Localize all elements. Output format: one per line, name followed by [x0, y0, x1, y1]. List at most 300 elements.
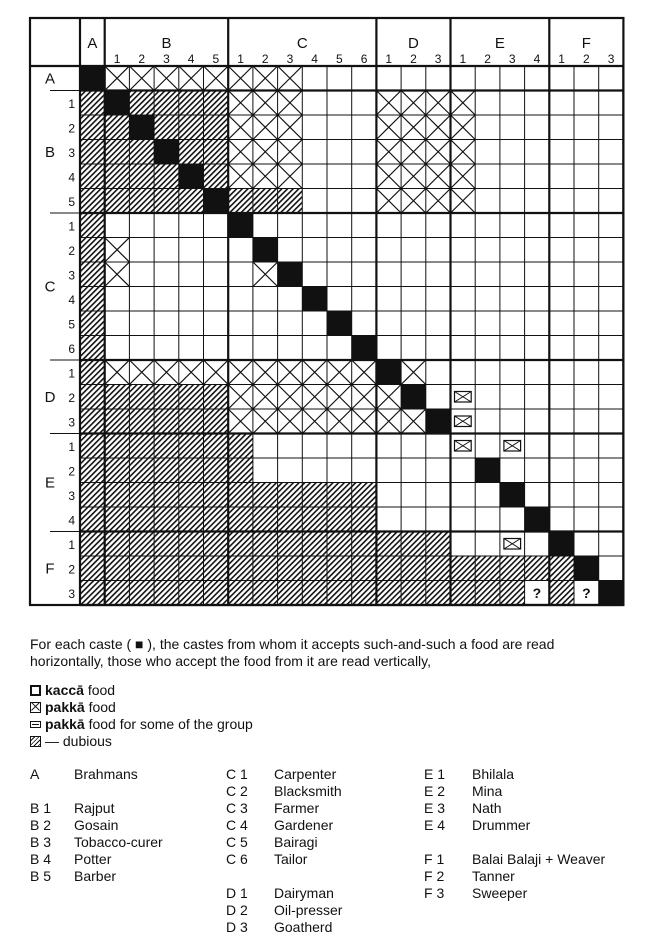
- caste-self-cell: [154, 140, 179, 165]
- pakka-cross-cell: [278, 164, 303, 189]
- caste-code: C 2: [226, 783, 248, 799]
- hatched-cell: [278, 556, 303, 581]
- hatched-cell: [179, 434, 204, 459]
- pakka-cross-cell: [228, 140, 253, 165]
- key-item: [226, 800, 342, 817]
- pakka-cross-cell: [129, 66, 154, 91]
- legend: [30, 682, 253, 750]
- caste-name: Blacksmith: [274, 783, 342, 799]
- caste-name: Bairagi: [274, 834, 318, 850]
- row-member-label: 4: [68, 513, 75, 528]
- caste-self-cell: [278, 262, 303, 287]
- hatched-cell: [352, 532, 377, 557]
- caste-self-cell: [179, 164, 204, 189]
- pakka-cross-cell: [253, 140, 278, 165]
- caste-name: Tailor: [274, 851, 308, 867]
- hatched-cell: [105, 385, 130, 410]
- pakka-cross-cell: [451, 164, 476, 189]
- pakka-cross-cell: [253, 262, 278, 287]
- pakka-cross-cell: [228, 164, 253, 189]
- hatched-cell: [154, 434, 179, 459]
- pakka-cross-cell: [352, 409, 377, 434]
- row-group-label: D: [44, 388, 56, 406]
- hatched-cell: [204, 483, 229, 508]
- hatched-cell: [80, 336, 105, 361]
- row-member-label: 3: [68, 145, 75, 160]
- small-crossed-box-icon: [30, 721, 41, 728]
- hatched-cell: [80, 115, 105, 140]
- hatched-cell: [129, 507, 154, 532]
- caste-code: D 2: [226, 902, 248, 918]
- pakka-cross-cell: [105, 360, 130, 385]
- pakka-cross-cell: [278, 91, 303, 116]
- caste-code: E 1: [424, 766, 446, 782]
- caste-code: E 4: [424, 817, 446, 833]
- caste-name: Carpenter: [274, 766, 337, 782]
- row-member-label: 1: [68, 219, 75, 234]
- hatched-cell: [253, 556, 278, 581]
- hatched-cell: [401, 532, 426, 557]
- key-item: [226, 851, 342, 868]
- hatched-cell: [278, 189, 303, 214]
- pakka-cross-cell: [278, 66, 303, 91]
- hatched-cell: [179, 189, 204, 214]
- pakka-cross-cell: [278, 409, 303, 434]
- caste-code: B 3: [30, 834, 52, 850]
- row-group-label: C: [44, 278, 56, 296]
- row-member-label: 2: [68, 562, 75, 577]
- hatched-cell: [228, 189, 253, 214]
- hatched-cell: [179, 385, 204, 410]
- caste-code: B 5: [30, 868, 52, 884]
- dubious-mark: ?: [582, 584, 591, 601]
- hatched-cell: [204, 581, 229, 606]
- caste-self-cell: [129, 115, 154, 140]
- key-item: [30, 834, 163, 851]
- caste-key-column-1: [30, 766, 163, 885]
- hatched-cell: [179, 581, 204, 606]
- hatched-cell: [302, 556, 327, 581]
- caste-self-cell: [500, 483, 525, 508]
- pakka-some-cell: [455, 416, 472, 427]
- caste-name: Farmer: [274, 800, 320, 816]
- hatched-cell: [129, 91, 154, 116]
- pakka-cross-cell: [204, 360, 229, 385]
- hatched-cell: [278, 532, 303, 557]
- caste-self-cell: [352, 336, 377, 361]
- row-member-label: 5: [68, 317, 75, 332]
- caste-code: E 3: [424, 800, 446, 816]
- key-item: [30, 817, 163, 834]
- pakka-cross-cell: [278, 385, 303, 410]
- caste-self-cell: [376, 360, 401, 385]
- caste-name: Sweeper: [472, 885, 528, 901]
- caste-name: Gosain: [74, 817, 119, 833]
- caste-self-cell: [302, 287, 327, 312]
- column-member-label: 1: [385, 52, 393, 66]
- pakka-cross-cell: [179, 66, 204, 91]
- kacca-square-icon: [30, 685, 41, 696]
- crossed-square-icon: [30, 702, 41, 713]
- hatched-cell: [376, 581, 401, 606]
- hatched-cell: [80, 360, 105, 385]
- column-group-label: B: [161, 35, 172, 52]
- hatched-cell: [500, 556, 525, 581]
- hatched-cell: [80, 556, 105, 581]
- key-item: [226, 817, 342, 834]
- pakka-cross-cell: [278, 115, 303, 140]
- key-item: [424, 851, 605, 868]
- row-member-label: 1: [68, 366, 75, 381]
- hatched-cell: [204, 507, 229, 532]
- column-member-label: 1: [459, 52, 467, 66]
- row-member-label: 4: [68, 170, 75, 185]
- hatched-cell: [228, 532, 253, 557]
- hatched-cell: [204, 409, 229, 434]
- caste-name: Dairyman: [274, 885, 334, 901]
- column-member-label: 2: [138, 52, 146, 66]
- legend-text: — dubious: [45, 733, 112, 749]
- pakka-cross-cell: [253, 385, 278, 410]
- pakka-cross-cell: [376, 91, 401, 116]
- pakka-cross-cell: [451, 140, 476, 165]
- column-group-label: A: [87, 35, 98, 52]
- legend-item-pakka-some: [30, 716, 253, 733]
- hatched-cell: [352, 483, 377, 508]
- hatched-cell: [80, 262, 105, 287]
- hatched-cell: [179, 483, 204, 508]
- column-member-label: 2: [410, 52, 417, 66]
- pakka-cross-cell: [253, 66, 278, 91]
- row-member-label: 2: [68, 390, 75, 405]
- pakka-cross-cell: [376, 409, 401, 434]
- hatched-cell: [105, 115, 130, 140]
- pakka-cross-cell: [302, 409, 327, 434]
- hatched-cell: [352, 581, 377, 606]
- caste-code: F 1: [424, 851, 445, 867]
- legend-item-dubious: [30, 733, 253, 750]
- key-item: [226, 834, 342, 851]
- caste-name: Mina: [472, 783, 503, 799]
- column-group-label: D: [408, 35, 419, 52]
- row-group-label: F: [45, 560, 55, 578]
- hatched-cell: [154, 581, 179, 606]
- legend-term: kaccā: [45, 682, 84, 698]
- row-member-label: 4: [68, 292, 75, 307]
- hatched-cell: [105, 189, 130, 214]
- hatched-cell: [253, 532, 278, 557]
- caste-self-cell: [105, 91, 130, 116]
- hatched-cell: [105, 507, 130, 532]
- caste-name: Rajput: [74, 800, 115, 816]
- hatched-cell: [228, 458, 253, 483]
- caste-code: B 2: [30, 817, 52, 833]
- pakka-cross-cell: [302, 385, 327, 410]
- caption: For each caste ( ■ ), the castes from whom it accepts such-and-such a food are read horizontally, those who accept the food from it are read vertically,: [30, 636, 555, 669]
- hatched-cell: [105, 458, 130, 483]
- hatched-cell: [253, 581, 278, 606]
- pakka-cross-cell: [401, 115, 426, 140]
- hatched-cell: [376, 556, 401, 581]
- hatched-cell: [278, 581, 303, 606]
- hatched-cell: [179, 532, 204, 557]
- hatched-cell: [253, 507, 278, 532]
- caste-name: Potter: [74, 851, 112, 867]
- pakka-cross-cell: [228, 91, 253, 116]
- hatched-cell: [154, 385, 179, 410]
- hatched-cell: [179, 507, 204, 532]
- pakka-cross-cell: [204, 66, 229, 91]
- pakka-cross-cell: [401, 360, 426, 385]
- row-member-label: 3: [68, 488, 75, 503]
- pakka-cross-cell: [401, 189, 426, 214]
- hatched-cell: [80, 532, 105, 557]
- legend-text: food for some of the group: [84, 716, 253, 732]
- pakka-cross-cell: [327, 409, 352, 434]
- hatched-cell: [204, 164, 229, 189]
- hatched-cell: [228, 434, 253, 459]
- key-item: [30, 868, 163, 885]
- hatched-cell: [80, 483, 105, 508]
- hatched-cell: [228, 581, 253, 606]
- column-member-label: 2: [261, 52, 269, 66]
- hatched-cell: [204, 115, 229, 140]
- hatched-cell: [154, 164, 179, 189]
- hatched-cell: [80, 434, 105, 459]
- pakka-cross-cell: [426, 115, 451, 140]
- legend-text: food: [83, 682, 116, 698]
- hatched-cell: [376, 532, 401, 557]
- row-group-label: E: [44, 474, 56, 492]
- caste-name: Nath: [472, 800, 502, 816]
- column-member-label: 4: [311, 52, 318, 66]
- hatched-cell: [179, 140, 204, 165]
- column-member-label: 3: [163, 52, 170, 66]
- hatched-cell: [475, 556, 500, 581]
- hatched-cell: [154, 409, 179, 434]
- row-member-label: 2: [68, 121, 75, 136]
- hatched-cell: [179, 556, 204, 581]
- hatched-cell: [204, 385, 229, 410]
- row-group-label: B: [44, 143, 56, 161]
- hatched-cell: [302, 581, 327, 606]
- key-item: [424, 766, 605, 783]
- pakka-cross-cell: [376, 140, 401, 165]
- pakka-some-cell: [504, 441, 521, 452]
- key-item: [226, 766, 342, 783]
- pakka-cross-cell: [451, 189, 476, 214]
- caste-code: D 3: [226, 919, 248, 935]
- caste-code: A: [30, 766, 40, 782]
- pakka-cross-cell: [426, 91, 451, 116]
- hatched-cell: [204, 532, 229, 557]
- hatched-cell: [302, 532, 327, 557]
- hatched-cell: [179, 409, 204, 434]
- column-member-label: 1: [237, 52, 244, 66]
- pakka-cross-cell: [179, 360, 204, 385]
- hatched-cell: [129, 483, 154, 508]
- hatched-cell: [129, 140, 154, 165]
- hatched-cell: [228, 483, 253, 508]
- pakka-cross-cell: [253, 360, 278, 385]
- pakka-cross-cell: [451, 91, 476, 116]
- key-item: [424, 783, 605, 800]
- hatched-cell: [105, 140, 130, 165]
- pakka-cross-cell: [426, 140, 451, 165]
- key-item: [30, 766, 163, 783]
- hatched-cell: [302, 483, 327, 508]
- hatched-cell: [154, 483, 179, 508]
- key-item: [30, 800, 163, 817]
- hatched-cell: [525, 556, 550, 581]
- hatched-cell: [105, 581, 130, 606]
- caste-self-cell: [327, 311, 352, 336]
- hatched-cell: [500, 581, 525, 606]
- caste-self-cell: [204, 189, 229, 214]
- hatched-cell: [228, 556, 253, 581]
- column-member-label: 2: [583, 52, 590, 66]
- hatched-cell: [327, 581, 352, 606]
- hatched-cell: [327, 556, 352, 581]
- key-item: [226, 902, 342, 919]
- pakka-cross-cell: [129, 360, 154, 385]
- column-member-label: 3: [607, 52, 615, 66]
- pakka-cross-cell: [228, 66, 253, 91]
- caste-code: B 1: [30, 800, 52, 816]
- column-member-label: 4: [533, 52, 541, 66]
- caste-name: Tobacco-curer: [74, 834, 163, 850]
- caste-code: E 2: [424, 783, 446, 799]
- pakka-cross-cell: [376, 189, 401, 214]
- hatched-cell: [154, 556, 179, 581]
- hatched-cell: [475, 581, 500, 606]
- hatched-cell: [129, 556, 154, 581]
- hatched-cell: [80, 311, 105, 336]
- column-member-label: 3: [434, 52, 442, 66]
- hatched-cell: [426, 532, 451, 557]
- hatched-cell: [327, 483, 352, 508]
- key-item: [424, 800, 605, 817]
- column-member-label: 5: [336, 52, 343, 66]
- pakka-cross-cell: [426, 189, 451, 214]
- row-member-label: 5: [68, 194, 75, 209]
- hatched-cell: [80, 164, 105, 189]
- caste-name: Gardener: [274, 817, 334, 833]
- pakka-cross-cell: [401, 164, 426, 189]
- hatched-cell: [451, 556, 476, 581]
- caste-key-column-2: [226, 766, 342, 936]
- caste-self-cell: [525, 507, 550, 532]
- column-group-label: C: [296, 35, 308, 52]
- column-member-label: 1: [113, 52, 121, 66]
- key-item: [30, 851, 163, 868]
- hatched-cell: [80, 581, 105, 606]
- hatched-cell: [253, 483, 278, 508]
- caste-code: F 2: [424, 868, 445, 884]
- caste-self-cell: [401, 385, 426, 410]
- hatched-cell: [426, 581, 451, 606]
- pakka-some-cell: [455, 392, 472, 403]
- key-item: [226, 885, 342, 902]
- caste-code: C 6: [226, 851, 248, 867]
- hatched-cell: [204, 91, 229, 116]
- row-member-label: 3: [68, 415, 75, 430]
- pakka-cross-cell: [352, 360, 377, 385]
- row-member-label: 3: [68, 268, 75, 283]
- column-member-label: 3: [508, 52, 516, 66]
- hatched-cell: [80, 213, 105, 238]
- hatched-cell: [129, 189, 154, 214]
- hatched-cell: [154, 91, 179, 116]
- legend-item-kacca: [30, 682, 253, 699]
- caste-code: C 3: [226, 800, 248, 816]
- pakka-cross-cell: [327, 360, 352, 385]
- hatched-cell: [401, 556, 426, 581]
- hatched-cell: [129, 434, 154, 459]
- hatched-cell: [154, 189, 179, 214]
- hatched-cell: [80, 238, 105, 263]
- legend-term: pakkā: [45, 699, 85, 715]
- key-item: [424, 885, 605, 902]
- caste-name: Balai Balaji + Weaver: [472, 851, 606, 867]
- hatched-cell: [204, 556, 229, 581]
- row-member-label: 2: [68, 243, 75, 258]
- caste-code: B 4: [30, 851, 52, 867]
- caste-self-cell: [574, 556, 599, 581]
- pakka-cross-cell: [302, 360, 327, 385]
- caste-self-cell: [228, 213, 253, 238]
- caste-self-cell: [549, 532, 574, 557]
- caste-self-cell: [599, 581, 624, 606]
- hatched-cell: [154, 532, 179, 557]
- pakka-cross-cell: [376, 385, 401, 410]
- hatched-cell: [129, 458, 154, 483]
- hatched-cell: [179, 458, 204, 483]
- caste-code: C 1: [226, 766, 248, 782]
- pakka-cross-cell: [105, 66, 130, 91]
- hatched-cell: [327, 532, 352, 557]
- hatched-cell: [327, 507, 352, 532]
- caste-self-cell: [80, 66, 105, 91]
- caste-code: F 3: [424, 885, 445, 901]
- legend-item-pakka: [30, 699, 253, 716]
- caste-code: C 4: [226, 817, 248, 833]
- hatched-cell: [154, 458, 179, 483]
- column-member-label: 4: [187, 52, 195, 66]
- row-group-label: A: [44, 70, 56, 88]
- hatched-cell: [80, 91, 105, 116]
- caste-name: Brahmans: [74, 766, 138, 782]
- dubious-square-icon: [30, 736, 41, 747]
- hatched-cell: [105, 164, 130, 189]
- row-member-label: 6: [68, 341, 75, 356]
- dubious-mark: ?: [532, 584, 542, 601]
- caste-key-column-3: [424, 766, 605, 902]
- hatched-cell: [154, 507, 179, 532]
- row-member-label: 2: [68, 464, 75, 479]
- row-member-label: 1: [68, 537, 75, 552]
- hatched-cell: [80, 409, 105, 434]
- pakka-cross-cell: [278, 140, 303, 165]
- pakka-cross-cell: [253, 115, 278, 140]
- hatched-cell: [105, 434, 130, 459]
- hatched-cell: [80, 287, 105, 312]
- caste-name: Tanner: [472, 868, 515, 884]
- legend-text: food: [84, 699, 116, 715]
- hatched-cell: [105, 409, 130, 434]
- hatched-cell: [278, 483, 303, 508]
- pakka-cross-cell: [376, 115, 401, 140]
